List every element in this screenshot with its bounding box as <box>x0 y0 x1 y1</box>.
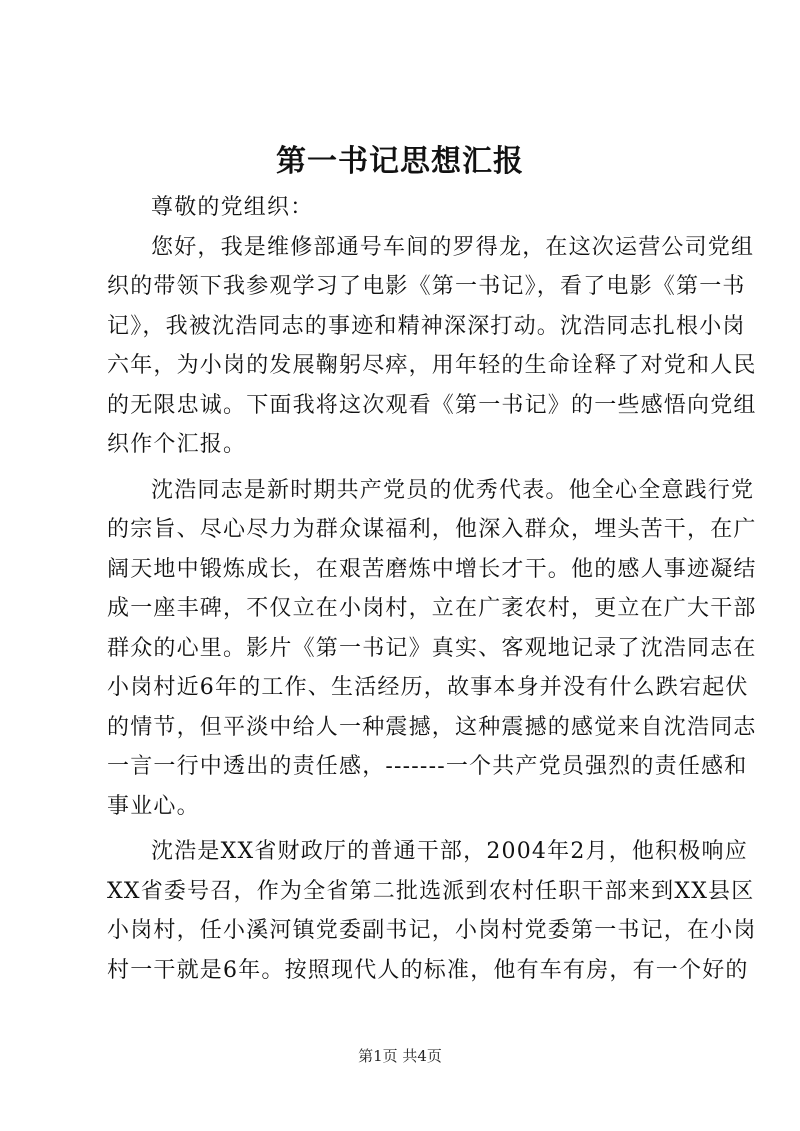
paragraph-line: 织作个汇报。 <box>107 432 247 457</box>
paragraph-line: 六年，为小岗的发展鞠躬尽瘁，用年轻的生命诠释了对党和人民 <box>107 353 757 378</box>
paragraph-line: 阔天地中锻炼成长，在艰苦磨炼中增长才干。他的感人事迹凝结 <box>107 556 757 582</box>
paragraph-line: 沈浩同志是新时期共产党员的优秀代表。他全心全意践行党 <box>151 477 755 503</box>
salutation: 尊敬的党组织： <box>151 195 314 220</box>
paragraph-line: 的情节，但平淡中给人一种震撼，这种震撼的感觉来自沈浩同志 <box>107 714 757 740</box>
paragraph-line: XX省委号召，作为全省第二批选派到农村任职干部来到XX县区 <box>107 878 755 904</box>
paragraph-line: 的宗旨、尽心尽力为群众谋福利，他深入群众，埋头苦干，在广 <box>107 517 757 542</box>
page-footer <box>0 1046 800 1066</box>
paragraph-1 <box>107 228 757 465</box>
paragraph-line: 的无限忠诚。下面我将这次观看《第一书记》的一些感悟向党组 <box>107 392 757 418</box>
paragraph-line: 记》，我被沈浩同志的事迹和精神深深打动。沈浩同志扎根小岗 <box>107 313 746 339</box>
paragraph-line: 您好，我是维修部通号车间的罗得龙，在这次运营公司党组 <box>151 234 755 260</box>
paragraph-line: 一言一行中透出的责任感，-------一个共产党员强烈的责任感和 <box>107 754 748 779</box>
paragraph-line: 群众的心里。影片《第一书记》真实、客观地记录了沈浩同志在 <box>107 635 757 661</box>
paragraph-line: 村一干就是6年。按照现代人的标准，他有车有房，有一个好的 <box>107 957 749 983</box>
paragraph-line: 事业心。 <box>107 793 200 819</box>
paragraph-line: 小岗村，任小溪河镇党委副书记，小岗村党委第一书记，在小岗 <box>107 918 757 943</box>
paragraph-line: 小岗村近6年的工作、生活经历，故事本身并没有什么跌宕起伏 <box>107 675 749 700</box>
paragraph-2 <box>107 471 757 827</box>
paragraph-line: 织的带领下我参观学习了电影《第一书记》，看了电影《第一书 <box>107 274 746 299</box>
paragraph-3 <box>107 832 757 990</box>
document-title: 第一书记思想汇报 <box>276 144 524 179</box>
paragraph-line: 沈浩是XX省财政厅的普通干部，2004年2月，他积极响应 <box>151 839 748 864</box>
paragraph-line: 成一座丰碑，不仅立在小岗村，立在广袤农村，更立在广大干部 <box>107 596 757 621</box>
page-number: 第1页 共4页 <box>358 1047 442 1065</box>
document-body <box>107 188 757 990</box>
